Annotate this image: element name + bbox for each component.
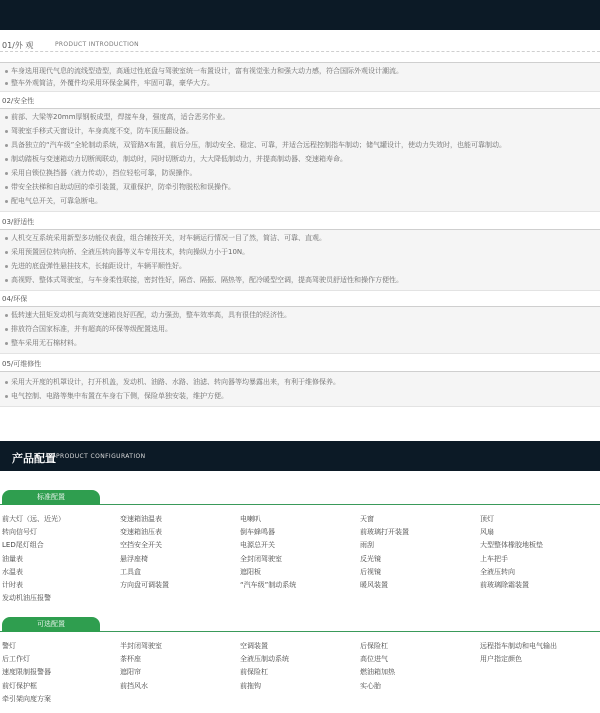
maintenance-heading: 05/可维修性 <box>2 360 42 368</box>
standard-config-item: 遮阳板 <box>240 567 261 576</box>
standard-config-item: 电喇叭 <box>240 515 261 523</box>
standard-config-item: 电源总开关 <box>240 541 275 550</box>
optional-config-item: 空调装置 <box>240 642 268 650</box>
standard-config-item: 转向信号灯 <box>2 528 37 537</box>
standard-config-item: 全液压转向 <box>480 567 515 576</box>
standard-config-item: 工具盒 <box>120 567 141 576</box>
safety-bullet-3: 具备独立的“汽车级”全轮制动系统，双管路X布置，前后分压，制动安全、稳定、可靠，并适合远程控制指车制动；储气罐设计，使动力失效时，也能可靠制动。 <box>5 140 506 150</box>
safety-bullet-2: 驾驶室手移式天窗设计，车身高度不变，防车顶压翻设备。 <box>5 126 193 136</box>
standard-config-item: “汽车级”制动系统 <box>240 581 297 589</box>
safety-bullet-5: 采用自锁位换挡器（液力传动），挡位轻松可靠，防误操作。 <box>5 168 197 178</box>
standard-config-item: 方向盘可调装置 <box>120 581 169 589</box>
optional-config-item: 后保险杠 <box>360 642 388 650</box>
optional-config-item: 前挡风水 <box>120 681 148 690</box>
standard-config-item: 风扇 <box>480 528 494 537</box>
standard-config-item: 反光镜 <box>360 554 381 563</box>
safety-heading: 02/安全性 <box>2 97 35 105</box>
standard-config-item: 变速箱油压表 <box>120 528 162 537</box>
standard-config-tab <box>0 490 600 505</box>
optional-config-item: 用户指定颜色 <box>480 655 522 664</box>
optional-config-item: 前拖钩 <box>240 681 261 690</box>
standard-config-item: LED尾灯组合 <box>2 541 44 550</box>
maintenance-bullet-1: 采用大开度的机罩设计，打开机盖，发动机、油路、水路、油滤、转向器等均暴露出来，有利于维修保养。 <box>5 377 340 387</box>
standard-config-item: 前玻璃除霜装置 <box>480 581 529 589</box>
power-bullet-3: 整车采用无石棉材料。 <box>5 338 81 348</box>
optional-config-item: 茶杯座 <box>120 655 141 664</box>
optional-config-item: 后工作灯 <box>2 655 30 664</box>
config-title-cn: 产品配置 <box>12 452 56 465</box>
optional-config-item: 速度限制报警器 <box>2 668 51 677</box>
intro-title <box>0 40 600 52</box>
standard-config-item: 发动机油压报警 <box>2 594 51 603</box>
standard-config-item: 大型整体橡胶地板垫 <box>480 541 543 550</box>
standard-config-item: 倒车蜂鸣器 <box>240 528 275 537</box>
standard-config-item: 油量表 <box>2 554 23 563</box>
power-heading: 04/环保 <box>2 295 28 303</box>
optional-config-item: 全液压制动系统 <box>240 655 289 664</box>
optional-config-item: 远程指车制动和电气输出 <box>480 642 557 650</box>
standard-config-item: 空挡安全开关 <box>120 541 162 550</box>
optional-config-item: 燃油箱加热 <box>360 668 395 677</box>
config-title-bar <box>0 441 600 471</box>
top-banner <box>0 0 600 30</box>
standard-config-item: 顶灯 <box>480 515 494 523</box>
comfort-bullet-3: 先进的底盘弹性悬挂技术，长轴距设计，车辆平顺性好。 <box>5 261 186 271</box>
standard-config-item: 悬浮座椅 <box>120 554 148 563</box>
optional-config-item: 警灯 <box>2 642 16 650</box>
config-title-en: PRODUCT CONFIGURATION <box>56 453 146 460</box>
standard-config-item: 全封闭驾驶室 <box>240 554 282 563</box>
optional-config-item: 牵引架向度方案 <box>2 694 51 703</box>
standard-config-item: 天窗 <box>360 515 374 523</box>
optional-config-item: 高位进气 <box>360 655 388 664</box>
optional-config-item: 遮阳帘 <box>120 668 141 677</box>
standard-config-item: 上车把手 <box>480 554 508 563</box>
safety-bullet-6: 带安全扶梯和自助动回的牵引装置，双重保护，防牵引物脱松和误操作。 <box>5 182 235 192</box>
maintenance-bullet-2: 电气控制、电路等集中布置在车身右下侧，保险单独安装，维护方便。 <box>5 391 228 401</box>
standard-config-item: 前玻璃打开装置 <box>360 528 409 537</box>
standard-config-item: 变速箱油温表 <box>120 515 162 523</box>
power-bullet-1: 低转速大扭矩发动机与高效变速箱良好匹配，动力强劲，整车效率高，具有很佳的经济性。 <box>5 310 291 320</box>
standard-config-item: 前大灯（远、近光） <box>2 515 65 523</box>
safety-bullet-4: 制动踏板与变速箱动力切断阀联动，制动时，同时切断动力，大大降低制动力，并提高制动器、变速箱寿命。 <box>5 154 347 164</box>
optional-config-label: 可选配置 <box>2 617 100 632</box>
comfort-bullet-2: 采用预置回位转向桥、全液压转向器等义车专用技术，转向操纵力小于10N。 <box>5 247 249 257</box>
intro-title-en: PRODUCT INTRODUCTION <box>55 41 139 48</box>
comfort-bullet-4: 高视野、整体式驾驶室，与车身柔性联接，密封性好，隔音、隔振、隔热等，配冷暖型空调，提高驾驶员舒适性和操作方便性。 <box>5 275 403 285</box>
standard-config-item: 水温表 <box>2 567 23 576</box>
standard-config-item: 暖风装置 <box>360 581 388 589</box>
optional-config-item: 前保险杠 <box>240 668 268 677</box>
standard-config-item: 雨刮 <box>360 541 374 550</box>
standard-config-label: 标准配置 <box>2 490 100 505</box>
comfort-bullet-1: 人机交互系统采用新型多功能仪表盘，组合辅按开关，对车辆运行情况一目了然，简洁、可靠、直观。 <box>5 233 326 243</box>
standard-config-item: 计时表 <box>2 581 23 589</box>
exterior-bullet-1: 车身选用现代气息的流线型造型，高通过性底盘与驾驶室统一布置设计，富有视觉张力和强大动力感，符合国际外观设计潮流。 <box>5 66 403 76</box>
optional-config-tab <box>0 617 600 632</box>
optional-config-item: 实心胎 <box>360 681 381 690</box>
optional-config-item: 前灯保护框 <box>2 681 37 690</box>
intro-title-cn: 01/外 观 <box>2 41 34 50</box>
safety-bullet-7: 配电气总开关，可靠急断电。 <box>5 196 102 206</box>
comfort-heading: 03/舒适性 <box>2 218 35 226</box>
standard-config-item: 后视镜 <box>360 567 381 576</box>
exterior-bullet-2: 整车外观简洁，外覆件均采用环保金属件，牢固可靠，豪华大方。 <box>5 78 214 88</box>
power-bullet-2: 排放符合国家标准，并有超高的环保等级配置选用。 <box>5 324 172 334</box>
optional-config-item: 半封闭驾驶室 <box>120 642 162 650</box>
safety-bullet-1: 前部、大梁等20mm厚钢板成型，焊接车身，强度高，适合恶劣作业。 <box>5 112 230 122</box>
